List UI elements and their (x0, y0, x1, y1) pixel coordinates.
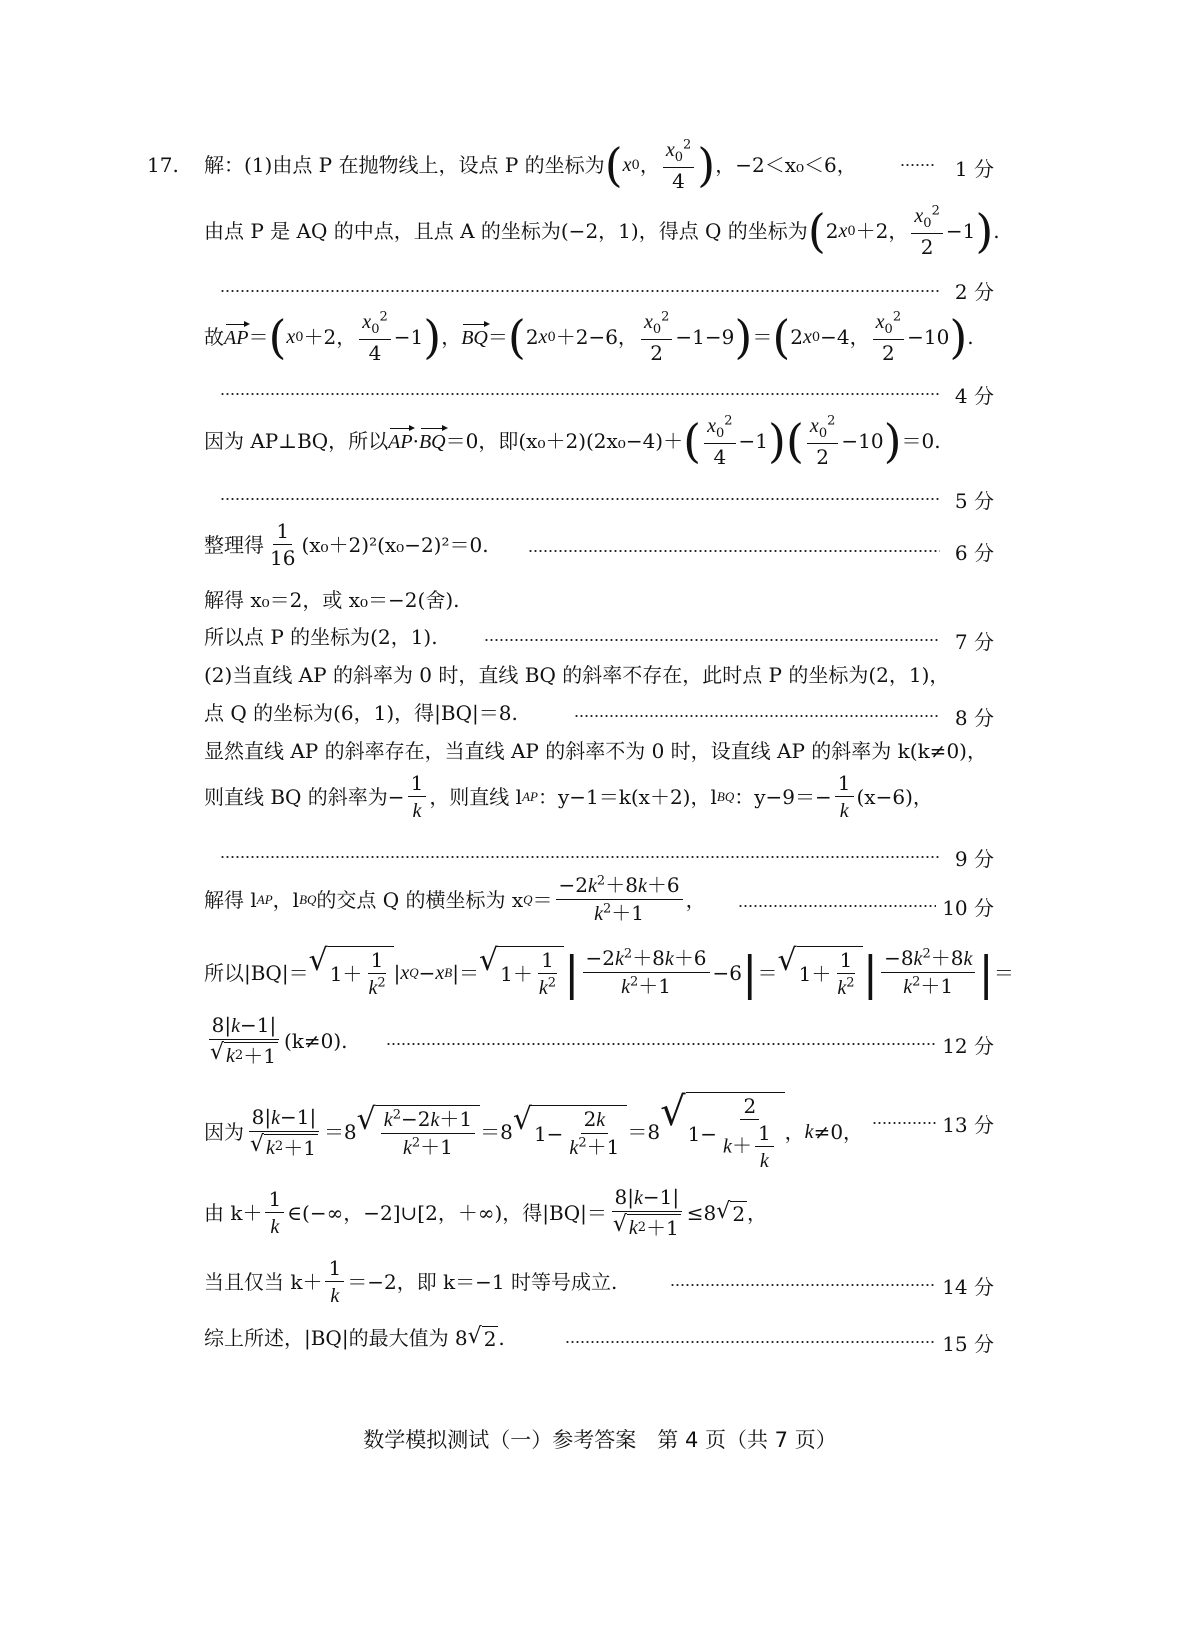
text-segment: ：y−1＝k(x＋2)，l (537, 785, 717, 809)
dot-leader (670, 1284, 936, 1286)
solution-line-8: (2)当直线 AP 的斜率为 0 时，直线 BQ 的斜率不存在，此时点 P 的坐标为(2，1)， (204, 663, 950, 687)
fraction: $\frac{2k}{k^2+1}$ (569, 1107, 620, 1159)
fraction: 8|k−1| √ k 2 ＋1 (207, 1014, 281, 1067)
paren: ) (423, 310, 442, 365)
text-segment: 由点 P 是 AQ 的中点，且点 A 的坐标为(−2，1)，得点 Q 的坐标为 (204, 219, 808, 244)
fraction: $\frac{1}{k^2}$ (538, 948, 557, 999)
solution-line-9: 点 Q 的坐标为(6，1)，得|BQ|＝8. (204, 701, 518, 725)
score-2: 2 分 (954, 280, 994, 304)
fraction: $\frac{x_0^2}{4}$ (359, 310, 390, 364)
solution-line-1: 解：(1)由点 P 在抛物线上，设点 P 的坐标为 ( x 0 ， $\frac{x_0^2}{4}$ ) ，−2＜x₀＜6， (204, 137, 857, 194)
fraction: $\frac{1}{16}$ (270, 519, 296, 570)
fraction: $\frac{1}{k}$ (835, 772, 854, 822)
solution-line-18 (204, 1326, 505, 1349)
vector-BQ: BQ (418, 430, 446, 453)
square-root: √ 1− 2 k＋ $\frac{1}{k}$ (660, 1092, 785, 1172)
score-4: 5 分 (954, 489, 994, 513)
solution-line-15: 因为 8|k−1| √ k 2 ＋1 ＝8 √ $\frac{k^2-2k+1}{k^2+1}$ ＝8 √ 1− $\frac{2k}{k^2+1}$ ＝8 √ 1− 2 k＋ $\frac{1}{k}$ ， k ≠0， (204, 1089, 864, 1172)
score-1: 1 分 (954, 157, 994, 181)
question-number: 17. (147, 153, 179, 177)
fraction: $\frac{-8k^2+8k}{k^2+1}$ (881, 947, 975, 998)
score-5: 6 分 (954, 541, 994, 565)
square-root: √ 1＋ $\frac{1}{k^2}$ (778, 946, 863, 999)
paren: ( (268, 310, 287, 365)
solution-line-11: 则直线 BQ 的斜率为− $\frac{1}{k}$ ，则直线 l AP ：y−1＝k(x＋2)，l BQ ：y−9＝− $\frac{1}{k}$ (x−6)， (204, 771, 933, 822)
dot-leader (528, 550, 940, 552)
fraction: $\frac{1}{k}$ (408, 772, 427, 822)
fraction: $\frac{1}{k}$ (325, 1257, 344, 1307)
text-segment: ：y−9＝− (734, 785, 832, 809)
vector-BQ: BQ (461, 326, 488, 349)
solution-line-12: 解得 l AP ，l BQ 的交点 Q 的横坐标为 x Q ＝ $\frac{-2k^2+8k+6}{k^2+1}$ ， (204, 873, 706, 925)
solution-line-2: 由点 P 是 AQ 的中点，且点 A 的坐标为(−2，1)，得点 Q 的坐标为 ( 2 x 0 ＋2， $\frac{x_0^2}{2}$ −1 ) . (204, 203, 1000, 260)
fraction: $\frac{x_0^2}{4}$ (663, 138, 694, 192)
abs-bar: | (862, 945, 879, 1000)
paren: ) (949, 310, 968, 365)
fraction: $\frac{-2k^2+8k+6}{k^2+1}$ (556, 874, 683, 925)
solution-line-14 (204, 1014, 348, 1067)
fraction: $\frac{1}{k^2}$ (837, 948, 855, 999)
paren: ) (697, 138, 716, 193)
fraction: $\frac{-2k^2+8k+6}{k^2+1}$ (583, 947, 710, 998)
text-segment: 因为 (204, 1120, 244, 1144)
fraction: $\frac{x_0^2}{2}$ (807, 414, 838, 468)
fraction: $\frac{k^2-2k+1}{k^2+1}$ (381, 1108, 475, 1159)
dot-leader (574, 715, 940, 717)
fraction: 2 k＋ $\frac{1}{k}$ (720, 1095, 780, 1172)
fraction: $\frac{x_0^2}{2}$ (911, 204, 942, 258)
fraction: $\frac{x_0^2}{4}$ (704, 414, 735, 468)
text-segment: ，则直线 l (429, 785, 523, 809)
paren: ) (768, 414, 786, 469)
solution-line-10: 显然直线 AP 的斜率存在，当直线 AP 的斜率不为 0 时，设直线 AP 的斜率为 k(k≠0)， (204, 739, 987, 763)
solution-line-7: 所以点 P 的坐标为(2，1). (204, 625, 438, 649)
solution-line-3: 故 AP ＝ ( x 0 ＋2， $\frac{x_0^2}{4}$ −1 ) ， BQ ＝ ( 2 x 0 ＋2−6， $\frac{x_0^2}{2}$ −1−9 ) ＝ ( 2 x 0 −4， $\frac{x_0^2}{2}$ −10 ) . (204, 309, 974, 366)
text-segment: 故 (204, 325, 224, 350)
text-segment: 由 k＋ (204, 1200, 263, 1225)
text-segment: (x−6)， (856, 785, 933, 809)
square-root: √ 2 (467, 1324, 497, 1351)
dot-leader (900, 164, 936, 166)
text-segment: 则直线 BQ 的斜率为− (204, 785, 405, 809)
fraction: $\frac{1}{k}$ (265, 1188, 284, 1238)
solution-line-6: 解得 x₀＝2，或 x₀＝−2(舍). (204, 588, 460, 612)
abs-bar: | (742, 945, 758, 1000)
paren: ( (772, 310, 791, 365)
vector-AP: AP (388, 430, 413, 453)
text-segment: ，−2＜x₀＜6， (715, 153, 857, 178)
paren: ) (975, 204, 994, 259)
paren: ) (883, 414, 902, 469)
dot-leader (738, 905, 936, 907)
text-segment: (k≠0). (283, 1028, 348, 1053)
solution-line-16: 由 k＋ $\frac{1}{k}$ ∈(−∞，−2]∪[2，＋∞)，得|BQ|＝ 8|k−1| √ k 2 ＋1 ≤8 √ 2 ， (204, 1185, 768, 1240)
dot-leader (220, 498, 940, 500)
paren: ) (734, 310, 753, 365)
fraction: $\frac{x_0^2}{2}$ (873, 310, 904, 364)
fraction: 8|k−1| √ k 2 ＋1 (247, 1106, 321, 1159)
dot-leader (565, 1341, 936, 1343)
text-segment: ∈(−∞，−2]∪[2，＋∞)，得|BQ|＝ (287, 1200, 607, 1225)
fraction: $\frac{1}{k^2}$ (368, 948, 386, 999)
text-segment: 解得 l (204, 887, 257, 912)
score-3: 4 分 (954, 384, 994, 408)
score-7: 8 分 (954, 706, 994, 730)
solution-line-13: 所以|BQ|＝ √ 1＋ $\frac{1}{k^2}$ | x Q − x B |＝ √ 1＋ $\frac{1}{k^2}$ | $\frac{-2k^2+8k+6}{k^2+1}$ −6 | ＝ √ 1＋ $\frac{1}{k^2}$ | $\frac{-8k^2+8k}{k^2+1}$ | ＝ (204, 943, 1014, 1000)
score-10: 12 分 (942, 1034, 994, 1058)
text-segment: ，l (272, 887, 300, 912)
square-root: √ 1＋ $\frac{1}{k^2}$ (309, 946, 394, 999)
paren: ( (785, 414, 804, 469)
solution-line-4: 因为 AP⊥BQ，所以 AP · BQ ＝0， 即(x₀＋2)(2x₀−4)＋ ( $\frac{x_0^2}{4}$ −1 ) ( $\frac{x_0^2}{2}$ −10 ) ＝0. (204, 413, 941, 470)
dot-leader (386, 1043, 936, 1045)
page-footer: 数学模拟测试（一）参考答案 第 4 页（共 7 页） (363, 1428, 837, 1452)
dot-leader (220, 856, 940, 858)
abs-bar: | (978, 945, 994, 1000)
square-root: √ $\frac{k^2-2k+1}{k^2+1}$ (357, 1105, 480, 1159)
dot-leader (484, 639, 940, 641)
abs-bar: | (564, 945, 580, 1000)
text-segment: 因为 AP⊥BQ，所以 (204, 429, 389, 454)
score-8: 9 分 (954, 847, 994, 871)
score-11: 13 分 (942, 1113, 994, 1137)
text-segment: (x₀＋2)²(x₀−2)²＝0. (301, 532, 489, 557)
text-segment: 的交点 Q 的横坐标为 x (316, 887, 524, 912)
text-segment: 所以|BQ|＝ (204, 960, 309, 985)
dot-leader (872, 1122, 936, 1124)
square-root: √ 2 (716, 1199, 746, 1226)
score-6: 7 分 (954, 630, 994, 654)
solution-line-17 (204, 1257, 617, 1307)
text-segment: 当且仅当 k＋ (204, 1270, 323, 1294)
text-segment: ≤8 (686, 1200, 717, 1225)
vector-AP: AP (224, 326, 249, 349)
dot-leader (220, 393, 940, 395)
paren: ( (507, 310, 526, 365)
text-segment: 解：(1)由点 P 在抛物线上，设点 P 的坐标为 (204, 153, 605, 178)
paren: ( (604, 138, 623, 193)
text-segment: 即(x₀＋2)(2x₀−4)＋ (498, 429, 684, 454)
square-root: √ 1− $\frac{2k}{k^2+1}$ (513, 1105, 628, 1159)
score-12: 14 分 (942, 1275, 994, 1299)
dot-leader (220, 290, 940, 292)
score-9: 10 分 (942, 896, 994, 920)
square-root: √ 1＋ $\frac{1}{k^2}$ (479, 946, 564, 999)
paren: ( (683, 414, 702, 469)
solution-line-5 (204, 520, 489, 569)
text-segment: ＝−2，即 k＝−1 时等号成立. (347, 1270, 618, 1294)
fraction: $\frac{x_0^2}{2}$ (641, 310, 672, 364)
score-13: 15 分 (942, 1332, 994, 1356)
text-segment: . (498, 1325, 505, 1350)
fraction: 8|k−1| √ k 2 ＋1 (610, 1186, 684, 1239)
text-segment: 整理得 (204, 532, 264, 557)
text-segment: 综上所述，|BQ|的最大值为 8 (204, 1325, 468, 1350)
paren: ( (807, 204, 826, 259)
